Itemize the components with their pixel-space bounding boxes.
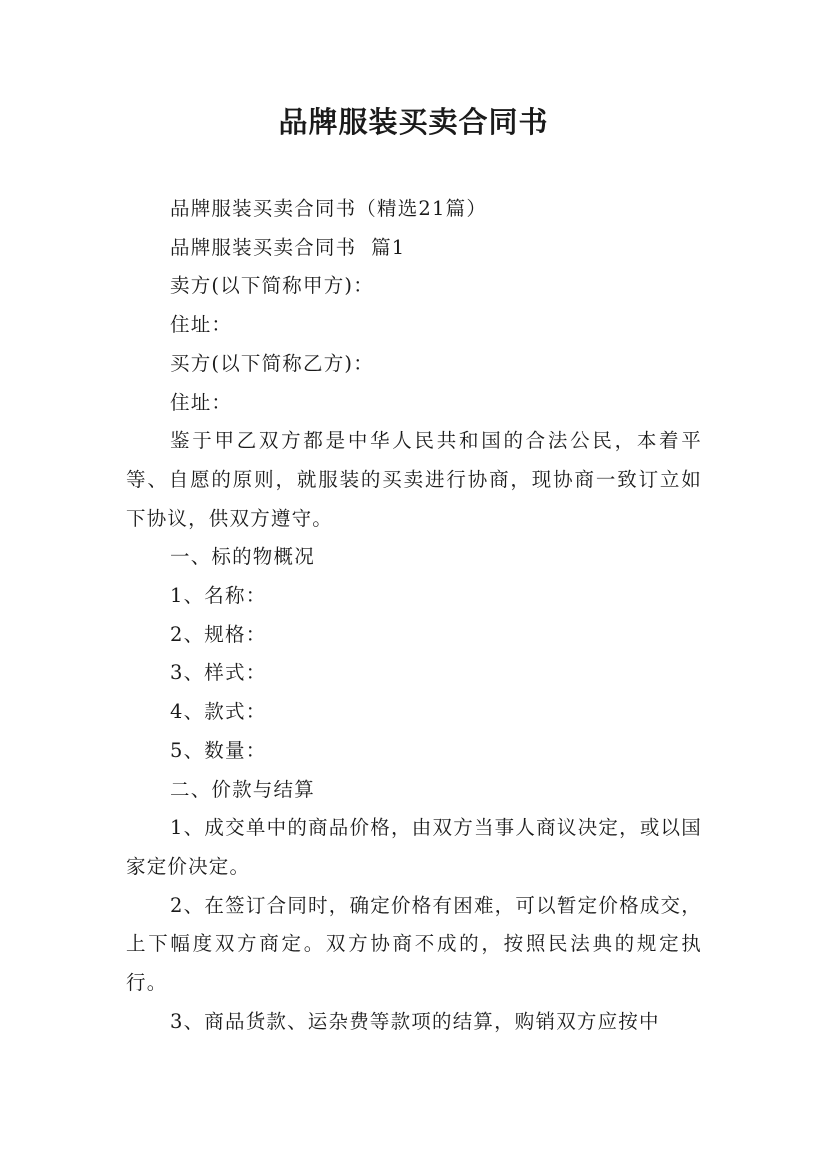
paragraph-item-style: 3、样式：	[170, 661, 267, 685]
paragraph-clause-provisional-price: 2、在签订合同时，确定价格有困难，可以暂定价格成交，上下幅度双方商定。双方协商不成的，按照民法典的规定执行。	[126, 893, 702, 995]
paragraph-clause-settlement: 3、商品货款、运杂费等款项的结算，购销双方应按中	[170, 1009, 660, 1033]
paragraph-item-model: 4、款式：	[170, 700, 267, 724]
paragraph-seller: 卖方(以下简称甲方)：	[170, 274, 374, 298]
paragraph-item-quantity: 5、数量：	[170, 738, 267, 762]
paragraph-clause-price: 1、成交单中的商品价格，由双方当事人商议决定，或以国家定价决定。	[126, 816, 702, 878]
paragraph-item-name: 1、名称：	[170, 584, 267, 608]
paragraph-seller-address: 住址：	[170, 313, 233, 337]
document-body	[126, 190, 702, 1041]
paragraph-buyer: 买方(以下简称乙方)：	[170, 351, 374, 375]
paragraph-section-1-heading: 一、标的物概况	[170, 545, 315, 569]
document-title: 品牌服装买卖合同书	[278, 105, 549, 139]
paragraph-item-spec: 2、规格：	[170, 622, 267, 646]
paragraph-section-2-heading: 二、价款与结算	[170, 777, 315, 801]
paragraph-collection-title: 品牌服装买卖合同书（精选21篇）	[170, 197, 488, 220]
paragraph-buyer-address: 住址：	[170, 390, 233, 414]
paragraph-preamble: 鉴于甲乙双方都是中华人民共和国的合法公民，本着平等、自愿的原则，就服装的买卖进行协商，现协商一致订立如下协议，供双方遵守。	[126, 429, 702, 530]
paragraph-chapter-heading: 品牌服装买卖合同书 篇1	[170, 235, 406, 259]
